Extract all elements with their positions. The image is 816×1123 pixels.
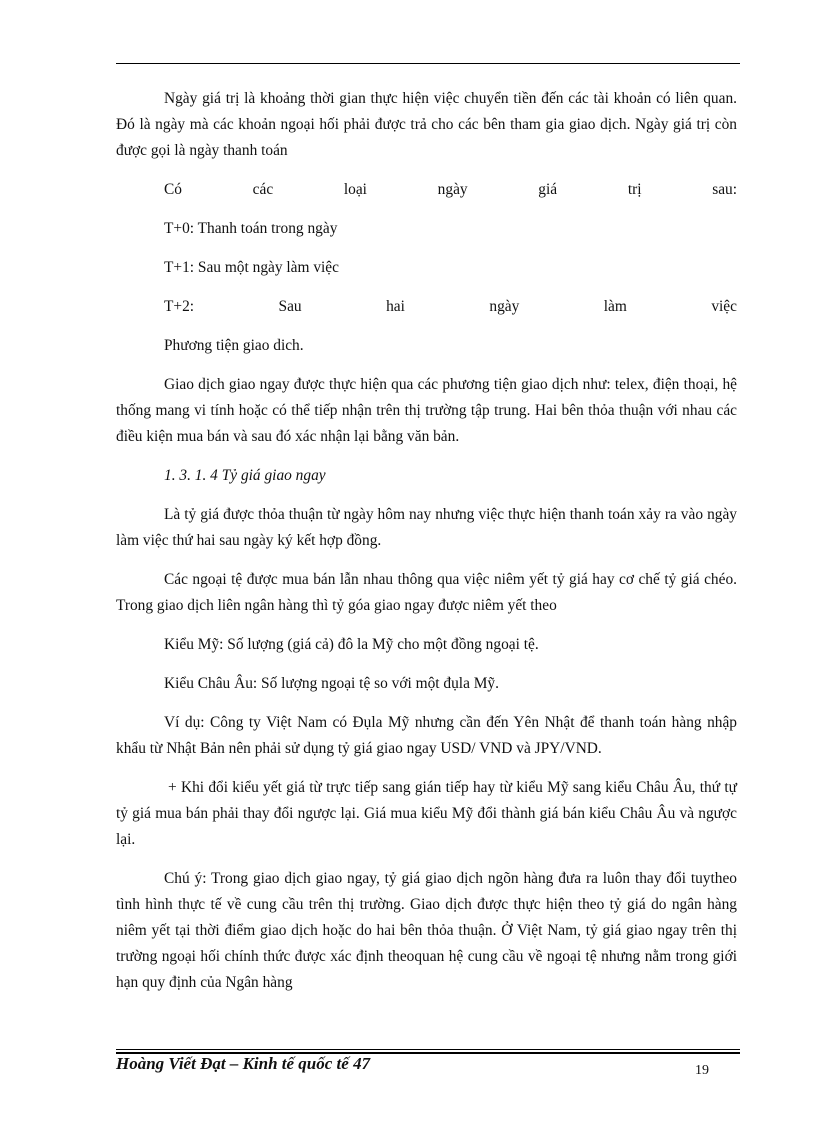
word: loại <box>343 181 367 198</box>
paragraph-khi-doi: + Khi đổi kiểu yết giá từ trực tiếp sang gián tiếp hay từ kiểu Mỹ sang kiểu Châu Âu, thứ tự tỷ giá mua bán phải thay đổi ngược lại. Giá mua kiểu Mỹ đổi thành giá bán kiểu Châu Âu và ngược lại. <box>116 779 737 848</box>
footer-author: Hoàng Viết Đạt – Kinh tế quốc tế 47 <box>116 1054 371 1073</box>
paragraph-kieu-chau-au: Kiểu Châu Âu: Số lượng ngoại tệ so với một đụla Mỹ. <box>164 675 499 692</box>
word: việc <box>711 298 737 315</box>
paragraph-la-ty-gia: Là tỷ giá được thỏa thuận từ ngày hôm nay nhưng việc thực hiện thanh toán xảy ra vào ngày làm việc thứ hai sau ngày ký kết hợp đồng. <box>116 506 737 549</box>
paragraph-t0: T+0: Thanh toán trong ngày <box>164 220 338 237</box>
page-body <box>116 86 737 1009</box>
paragraph-ngay-gia-tri: Ngày giá trị là khoảng thời gian thực hiện việc chuyển tiền đến các tài khoản có liên quan. Đó là ngày mà các khoản ngoại hối phải được trả cho các bên tham gia giao dịch. Ngày giá trị còn được gọi là ngày thanh toán <box>116 90 737 159</box>
word: hai <box>386 298 405 315</box>
word: trị <box>627 181 642 198</box>
paragraph-phuong-tien: Phương tiện giao dich. <box>164 337 304 354</box>
section-heading: 1. 3. 1. 4 Tỷ giá giao ngay <box>164 467 326 484</box>
header-rule <box>116 63 740 64</box>
word: ngày <box>437 181 468 198</box>
word: sau: <box>712 181 737 198</box>
paragraph-kieu-my: Kiểu Mỹ: Số lượng (giá cả) đô la Mỹ cho một đồng ngoại tệ. <box>164 636 539 653</box>
paragraph-t1: T+1: Sau một ngày làm việc <box>164 259 339 276</box>
word: Có <box>164 181 182 198</box>
paragraph-t2 <box>164 294 737 320</box>
page-number: 19 <box>695 1063 709 1078</box>
footer-rule-thin <box>116 1049 740 1050</box>
paragraph-cac-loai-ngay <box>164 177 737 203</box>
word: giá <box>538 181 558 198</box>
word: Sau <box>278 298 302 315</box>
paragraph-chu-y: Chú ý: Trong giao dịch giao ngay, tỷ giá giao dịch ngõn hàng đưa ra luôn thay đổi tuytheo tình hình thực tế về cung cầu trên thị trường. Giao dịch được thực hiện theo tỷ giá do ngân hàng niêm yết tại thời điểm giao dịch hoặc do hai bên thỏa thuận. Ở Việt Nam, tỷ giá giao ngay trên thị trường ngoại hối chính thức được xác định theoquan hệ cung cầu về ngoại tệ nhưng nằm trong giới hạn quy định của Ngân hàng <box>116 870 737 991</box>
word: các <box>252 181 274 198</box>
paragraph-vi-du: Ví dụ: Công ty Việt Nam có Đụla Mỹ nhưng cần đến Yên Nhật để thanh toán hàng nhập khẩu từ Nhật Bản nên phải sử dụng tỷ giá giao ngay USD/ VND và JPY/VND. <box>116 714 737 757</box>
word: ngày <box>489 298 520 315</box>
paragraph-giao-dich: Giao dịch giao ngay được thực hiện qua các phương tiện giao dịch như: telex, điện thoại, hệ thống mang vi tính hoặc có thể tiếp nhận trên thị trường tập trung. Hai bên thỏa thuận với nhau các điều kiện mua bán và sau đó xác nhận lại bằng văn bản. <box>116 376 737 445</box>
word: T+2: <box>164 298 195 315</box>
paragraph-cac-ngoai-te: Các ngoại tệ được mua bán lẫn nhau thông qua việc niêm yết tỷ giá hay cơ chế tỷ giá chéo. Trong giao dịch liên ngân hàng thì tỷ góa giao ngay được niêm yết theo <box>116 571 737 614</box>
word: làm <box>603 298 627 315</box>
